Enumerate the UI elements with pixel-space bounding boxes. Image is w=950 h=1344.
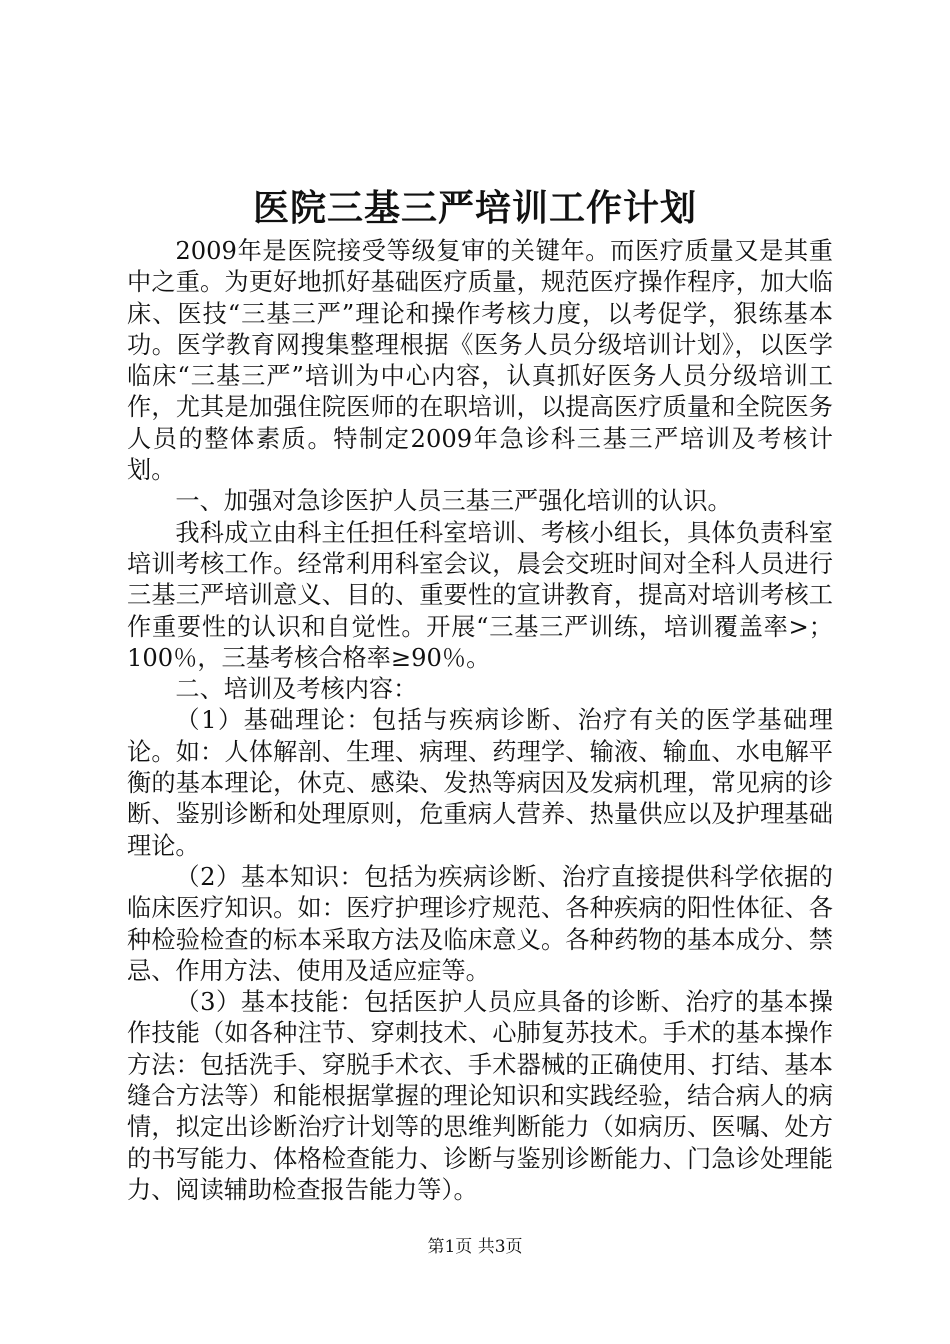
paragraph-basic-knowledge: （2）基本知识：包括为疾病诊断、治疗直接提供科学依据的临床医疗知识。如：医疗护理诊疗规范、各种疾病的阳性体征、各种检验检查的标本采取方法及临床意义。各种药物的基本成分、禁忌、作用方法、使用及适应症等。 [127, 862, 833, 985]
page-indicator: 第1页 共3页 [427, 1237, 523, 1257]
paragraph-basic-theory: （1）基础理论：包括与疾病诊断、治疗有关的医学基础理论。如：人体解剖、生理、病理、药理学、输液、输血、水电解平衡的基本理论，休克、感染、发热等病因及发病机理，常见病的诊断、鉴别诊断和处理原则，危重病人营养、热量供应以及护理基础理论。 [127, 706, 833, 860]
paragraph-basic-skills: （3）基本技能：包括医护人员应具备的诊断、治疗的基本操作技能（如各种注节、穿刺技术、心肺复苏技术。手术的基本操作方法：包括洗手、穿脱手术衣、手术器械的正确使用、打结、基本缝合方法等）和能根据掌握的理论知识和实践经验，结合病人的病情，拟定出诊断治疗计划等的思维判断能力（如病历、医嘱、处方的书写能力、体格检查能力、诊断与鉴别诊断能力、门急诊处理能力、阅读辅助检查报告能力等）。 [127, 988, 833, 1204]
section-heading-1: 一、加强对急诊医护人员三基三严强化培训的认识。 [175, 487, 732, 516]
document-title: 医院三基三严培训工作计划 [252, 187, 697, 229]
paragraph-section-1: 我科成立由科主任担任科室培训、考核小组长，具体负责科室培训考核工作。经常利用科室会议，晨会交班时间对全科人员进行三基三严培训意义、目的、重要性的宣讲教育，提高对培训考核工作重要性的认识和自觉性。开展“三基三严训练，培训覆盖率>；100％，三基考核合格率≥90％。 [127, 518, 833, 672]
section-heading-2: 二、培训及考核内容： [175, 675, 418, 704]
document-body [127, 236, 833, 1206]
paragraph-intro: 2009年是医院接受等级复审的关键年。而医疗质量又是其重中之重。为更好地抓好基础医疗质量，规范医疗操作程序，加大临床、医技“三基三严”理论和操作考核力度，以考促学，狠练基本功。医学教育网搜集整理根据《医务人员分级培训计划》，以医学临床“三基三严”培训为中心内容，认真抓好医务人员分级培训工作，尤其是加强住院医师的在职培训，以提高医疗质量和全院医务人员的整体素质。特制定2009年急诊科三基三严培训及考核计划。 [127, 237, 833, 485]
